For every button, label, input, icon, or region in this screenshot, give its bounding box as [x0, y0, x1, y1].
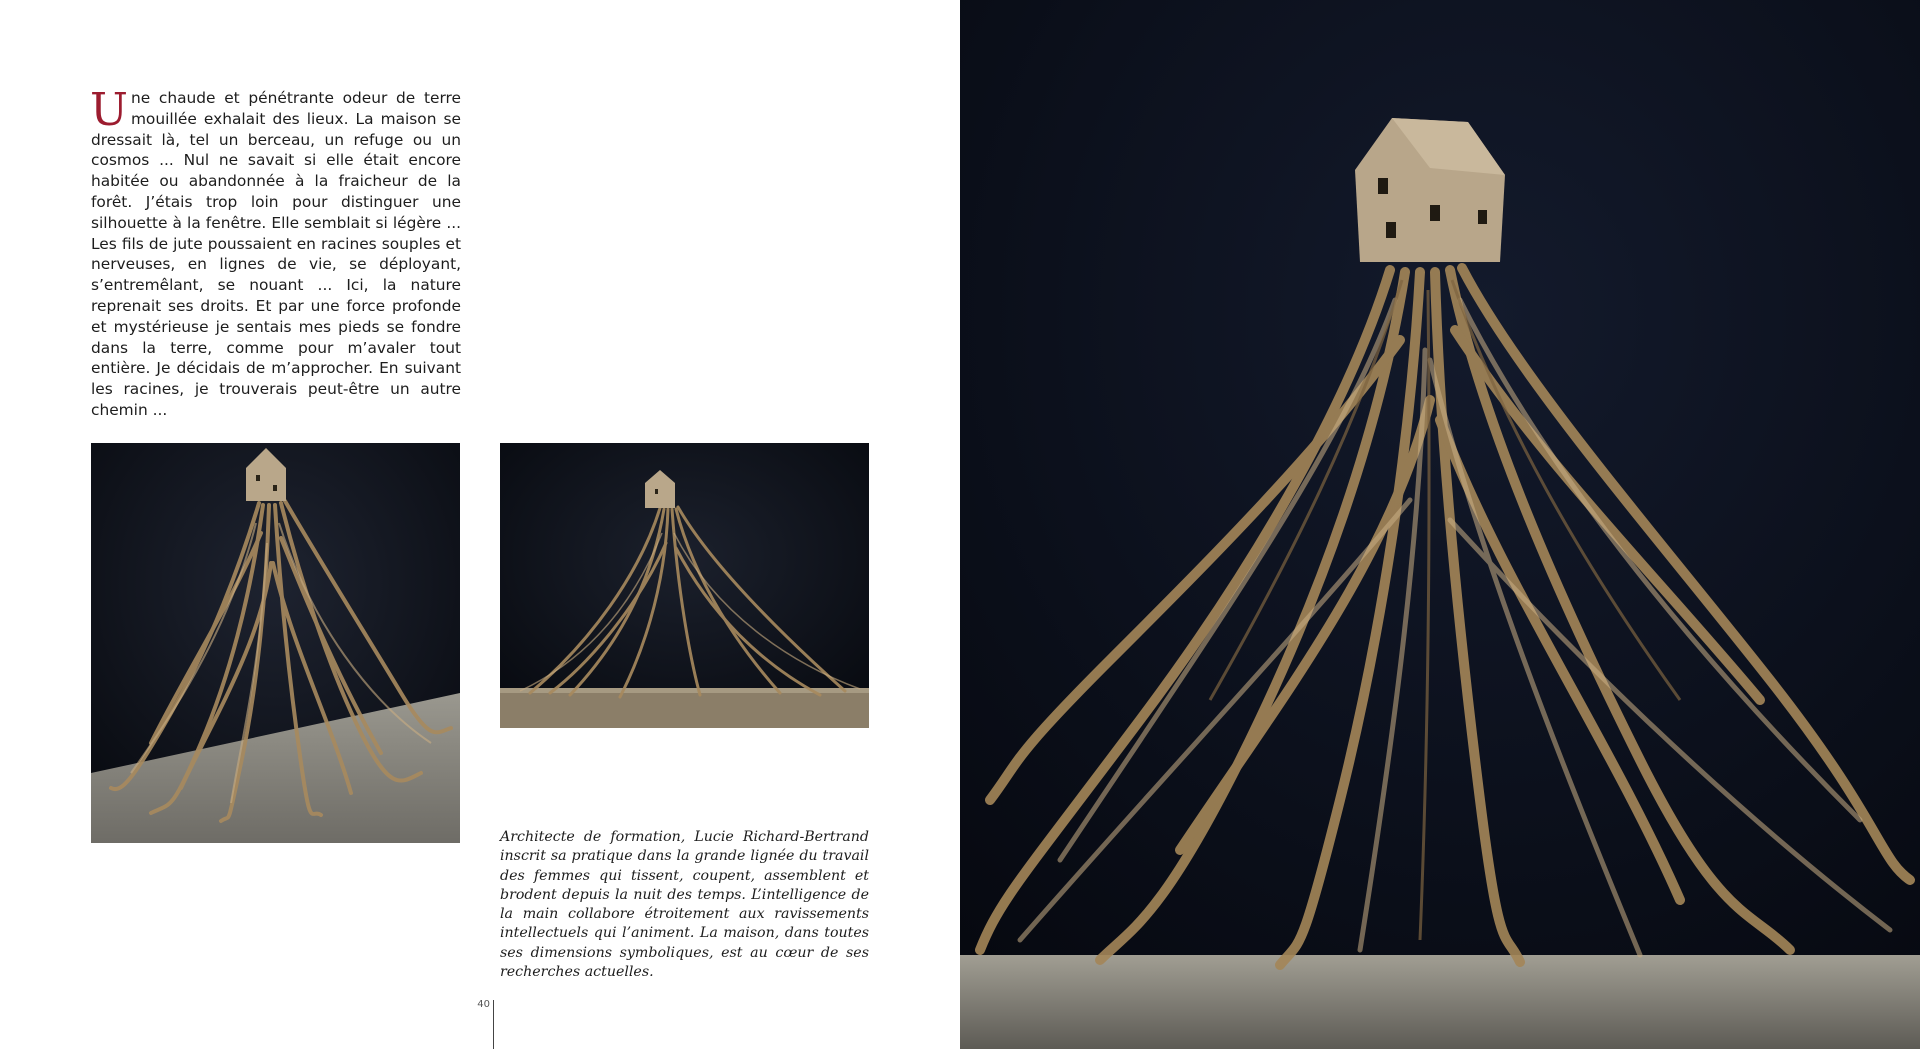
- page-number: 40: [477, 999, 490, 1010]
- sculpture-photo-front: [500, 443, 869, 728]
- paragraph-text: ne chaude et pénétrante odeur de terre mouillée exhalait des lieux. La maison se dressait là, tel un berceau, un refuge ou un cosmos ... Nul ne savait si elle était encore habitée ou abandonnée à la fraicheur de la forêt. J’étais trop loin pour distinguer une silhouette à la fenêtre. Elle semblait si légère ... Les fils de jute poussaient en racines souples et nerveuses, en lignes de vie, se déployant, s’entremêlant, se nouant ... Ici, la nature reprenait ses droits. Et par une force profonde et mystérieuse je sentais mes pieds se fondre dans la terre, comme pour m’avaler tout entière. Je décidais de m’approcher. En suivant les racines, je trouverais peut-être un autre chemin ...: [91, 89, 461, 419]
- full-page-sculpture-photo: [960, 0, 1920, 1049]
- body-paragraph: [90, 83, 461, 421]
- page-rule: [493, 1000, 494, 1049]
- drop-cap: U: [90, 83, 128, 136]
- sculpture-photo-angled: [91, 443, 460, 843]
- artist-caption: Architecte de formation, Lucie Richard-Bertrand inscrit sa pratique dans la grande lignée du travail des femmes qui tissent, coupent, assemblent et brodent depuis la nuit des temps. L’intelligence de la main collabore étroitement aux ravissements intellectuels qui l’animent. La maison, dans toutes ses dimensions symboliques, est au cœur de ses recherches actuelles.: [500, 829, 869, 981]
